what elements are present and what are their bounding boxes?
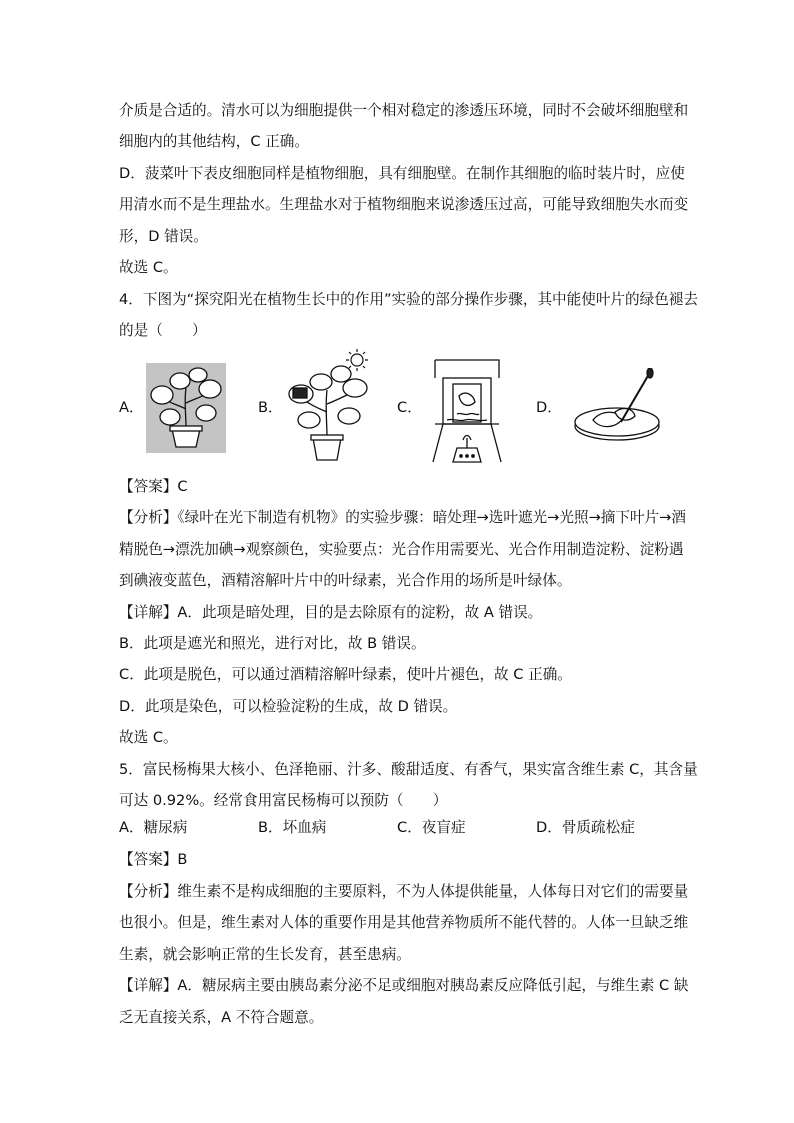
- q5-detail-line: 【详解】A．糖尿病主要由胰岛素分泌不足或细胞对胰岛素反应降低引起，与维生素 C 缺: [119, 977, 689, 994]
- q5-analysis-line: 【分析】维生素不是构成细胞的主要原料，不为人体提供能量，人体每日对它们的需要量: [119, 883, 689, 900]
- q4-conclusion: 故选 C。: [119, 729, 178, 746]
- q4-detail-line: 【详解】A．此项是暗处理，目的是去除原有的淀粉，故 A 错误。: [119, 604, 543, 621]
- q4-detail-line: C．此项是脱色，可以通过酒精溶解叶绿素，使叶片褪色，故 C 正确。: [119, 666, 572, 683]
- q4-analysis-line: 精脱色→漂洗加碘→观察颜色，实验要点：光合作用需要光、光合作用制造淀粉、淀粉遇: [119, 541, 684, 558]
- q3-text-line: 细胞内的其他结构，C 正确。: [119, 133, 309, 150]
- q4-answer: 【答案】C: [119, 478, 188, 495]
- q3-text-line: 介质是合适的。清水可以为细胞提供一个相对稳定的渗透压环境，同时不会破坏细胞壁和: [119, 102, 689, 119]
- shaded-leaf-in-sunlight-image: [279, 346, 379, 464]
- q4-stem-line: 4．下图为“探究阳光在植物生长中的作用”实验的部分操作步骤，其中能使叶片的绿色褪去: [119, 291, 698, 308]
- q4-detail-line: B．此项是遮光和照光，进行对比，故 B 错误。: [119, 635, 426, 652]
- q3-text-line: 用清水而不是生理盐水。生理盐水对于植物细胞来说渗透压过高，可能导致细胞失水而变: [119, 196, 689, 213]
- q5-choices: [119, 818, 679, 840]
- option-a-label: A．: [119, 399, 144, 416]
- q5-choice-c: C．夜盲症: [397, 819, 466, 836]
- q5-stem-line: 可达 0.92%。经常食用富民杨梅可以预防（ ）: [119, 792, 448, 809]
- q4-detail-line: D．此项是染色，可以检验淀粉的生成，故 D 错误。: [119, 698, 458, 715]
- q5-choice-d: D．骨质疏松症: [536, 819, 635, 836]
- q5-choice-a: A．糖尿病: [119, 819, 188, 836]
- q5-analysis-line: 也很小。但是，维生素对人体的重要作用是其他营养物质所不能代替的。人体一旦缺乏维: [119, 914, 689, 931]
- option-b-label: B．: [258, 399, 283, 416]
- q5-detail-line: 乏无直接关系，A 不符合题意。: [119, 1009, 324, 1026]
- q4-analysis-line: 【分析】《绿叶在光下制造有机物》的实验步骤：暗处理→选叶遮光→光照→摘下叶片→酒: [119, 509, 686, 526]
- q5-stem-line: 5．富民杨梅果大核小、色泽艳丽、汁多、酸甜适度、有香气，果实富含维生素 C，其含量: [119, 761, 698, 778]
- q3-conclusion: 故选 C。: [119, 259, 178, 276]
- q5-answer: 【答案】B: [119, 851, 188, 868]
- q4-figure-row: [119, 346, 679, 464]
- iodine-staining-dish-image: [571, 368, 667, 444]
- option-d-label: D．: [536, 399, 562, 416]
- q4-stem-line: 的是（ ）: [119, 322, 207, 339]
- q5-choice-b: B．坏血病: [258, 819, 327, 836]
- option-c-label: C．: [397, 399, 422, 416]
- q5-analysis-line: 生素，就会影响正常的生长发育，甚至患病。: [119, 946, 411, 963]
- dark-treated-plant-image: [146, 363, 226, 453]
- q4-analysis-line: 到碘液变蓝色，酒精溶解叶片中的叶绿素，光合作用的场所是叶绿体。: [119, 572, 572, 589]
- q3-option-d-line: D．菠菜叶下表皮细胞同样是植物细胞，具有细胞壁。在制作其细胞的临时装片时，应使: [119, 165, 685, 182]
- q3-text-line: 形，D 错误。: [119, 228, 208, 245]
- alcohol-decolorizing-apparatus-image: [429, 356, 504, 464]
